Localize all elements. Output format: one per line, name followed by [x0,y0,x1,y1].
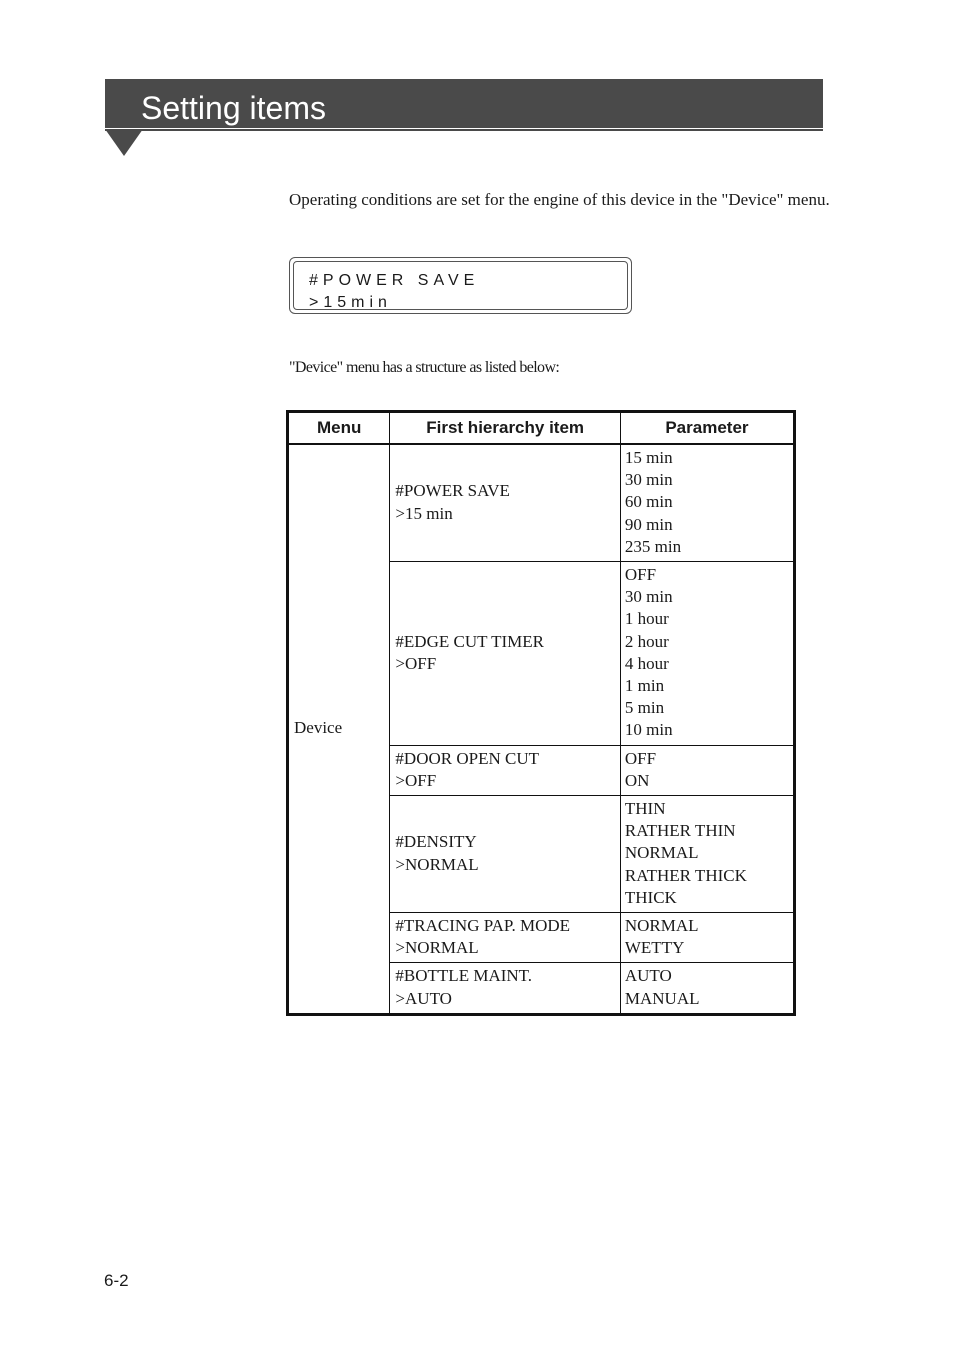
param-cell [620,963,794,1014]
param-line: 10 min [624,720,673,740]
param-line: WETTY [624,938,685,958]
item-cell [390,913,620,963]
param-line: 90 min [624,514,673,534]
param-cell [620,913,794,963]
table-row [288,444,795,562]
item-line: #DOOR OPEN CUT [395,748,539,768]
item-cell [390,963,620,1014]
param-line: MANUAL [624,988,700,1008]
param-line: 2 hour [624,631,669,651]
item-line: #BOTTLE MAINT. [395,966,533,986]
param-cell [620,796,794,913]
item-cell [390,745,620,795]
item-line: #EDGE CUT TIMER [395,631,545,651]
param-cell [620,562,794,746]
item-line: #POWER SAVE [395,481,510,501]
device-menu-table [286,410,796,1016]
header-tab-marker [105,129,143,156]
item-cell [390,796,620,913]
param-cell [620,444,794,562]
intro-paragraph: Operating conditions are set for the engine of this device in the "Device" menu. [289,190,830,209]
lcd-line-1: #POWER SAVE [309,272,480,289]
param-line: 235 min [624,536,682,556]
item-line: #DENSITY [395,832,477,852]
item-cell [390,562,620,746]
param-line: ON [624,770,650,790]
param-line: THIN [624,799,666,819]
param-line: RATHER THIN [624,821,736,841]
param-line: 30 min [624,470,673,490]
param-line: AUTO [624,966,672,986]
item-line: >OFF [395,653,437,673]
param-line: 1 hour [624,609,669,629]
header-parameter: Parameter [620,412,794,445]
item-cell [390,444,620,562]
item-line: >NORMAL [395,938,479,958]
param-line: RATHER THICK [624,865,747,885]
lcd-display-frame [293,261,628,310]
param-line: OFF [624,748,657,768]
item-line: >OFF [395,770,437,790]
header-menu: Menu [288,412,390,445]
item-line: >AUTO [395,988,452,1008]
param-line: 1 min [624,676,665,696]
param-line: 30 min [624,587,673,607]
item-line: >NORMAL [395,854,479,874]
param-line: NORMAL [624,843,699,863]
page-number: 6-2 [104,1271,129,1290]
lcd-line-2: >15min [309,294,392,311]
param-line: OFF [624,565,657,585]
item-line: >15 min [395,503,453,523]
item-line: #TRACING PAP. MODE [395,916,571,936]
page-title: Setting items [141,90,326,126]
lcd-display [289,257,632,314]
param-line: THICK [624,887,677,907]
param-cell [620,745,794,795]
structure-caption: "Device" menu has a structure as listed below: [289,359,560,376]
param-line: 60 min [624,492,673,512]
param-line: 4 hour [624,653,669,673]
menu-cell-device: Device [288,444,390,1014]
param-line: 5 min [624,698,665,718]
table-header-row [288,412,795,445]
param-line: 15 min [624,448,673,467]
header-first-hierarchy-item: First hierarchy item [390,412,620,445]
param-line: NORMAL [624,916,699,936]
